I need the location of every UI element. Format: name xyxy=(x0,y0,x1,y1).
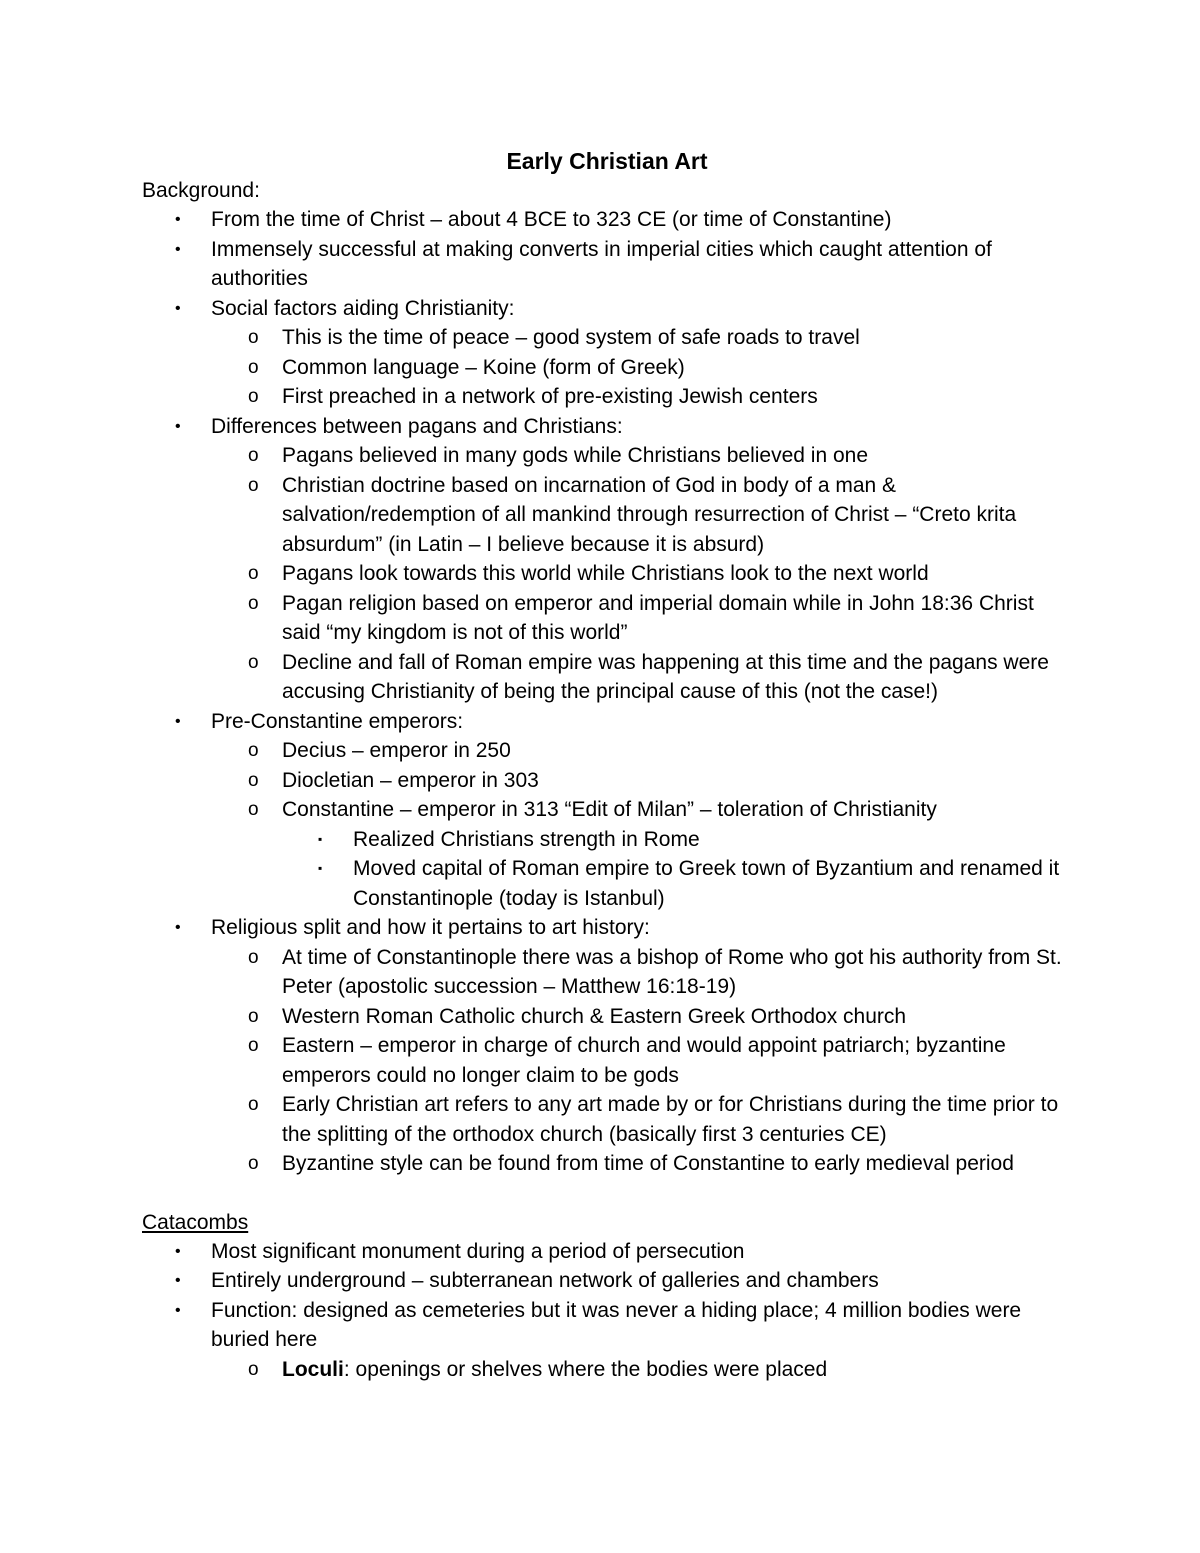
list-item: o Byzantine style can be found from time of Constantine to early medieval period xyxy=(142,1149,1072,1179)
bullet-icon: • xyxy=(175,211,181,228)
list-item: o Diocletian – emperor in 303 xyxy=(142,766,1072,796)
list-item: o Western Roman Catholic church & Eastern Greek Orthodox church xyxy=(142,1002,1072,1032)
circle-bullet-icon: o xyxy=(248,1035,259,1056)
list-item: • Religious split and how it pertains to art history: xyxy=(142,913,1072,943)
bullet-icon: • xyxy=(175,240,181,258)
circle-bullet-icon: o xyxy=(248,1005,259,1027)
list-item: o First preached in a network of pre-existing Jewish centers xyxy=(142,382,1072,412)
bullet-icon: • xyxy=(175,919,181,936)
list-item: • Pre-Constantine emperors: xyxy=(142,707,1072,737)
circle-bullet-icon: o xyxy=(248,1358,259,1380)
list-item: ▪ Realized Christians strength in Rome xyxy=(142,825,1072,855)
circle-bullet-icon: o xyxy=(248,592,259,614)
list-item: • Entirely underground – subterranean network of galleries and chambers xyxy=(142,1266,1072,1296)
list-item: • Immensely successful at making converts in imperial cities which caught attention of authorities xyxy=(142,235,1072,294)
circle-bullet-icon: o xyxy=(248,769,259,791)
circle-bullet-icon: o xyxy=(248,1153,259,1174)
list-item: • From the time of Christ – about 4 BCE to 323 CE (or time of Constantine) xyxy=(142,205,1072,235)
background-heading: Background: xyxy=(142,179,260,202)
circle-bullet-icon: o xyxy=(248,356,259,378)
list-item: • Differences between pagans and Christians: xyxy=(142,412,1072,442)
list-item: ▪ Moved capital of Roman empire to Greek town of Byzantium and renamed it Constantinople (today is Istanbul) xyxy=(142,854,1072,913)
list-item xyxy=(142,1355,1072,1385)
circle-bullet-icon: o xyxy=(248,386,259,407)
catacombs-heading: Catacombs xyxy=(142,1210,249,1234)
list-item: o Eastern – emperor in charge of church and would appoint patriarch; byzantine emperors could no longer claim to be gods xyxy=(142,1031,1072,1090)
bullet-icon: • xyxy=(175,1272,181,1289)
loculi-definition: : openings or shelves where the bodies were placed xyxy=(343,1357,828,1381)
bullet-icon: • xyxy=(175,1301,181,1319)
section-spacer xyxy=(142,1179,1072,1208)
list-item: o Common language – Koine (form of Greek) xyxy=(142,353,1072,383)
background-list xyxy=(142,205,1072,1179)
list-item: o Early Christian art refers to any art made by or for Christians during the time prior to the splitting of the orthodox church (basically first 3 centuries CE) xyxy=(142,1090,1072,1149)
list-item: o Decius – emperor in 250 xyxy=(142,736,1072,766)
circle-bullet-icon: o xyxy=(248,740,259,761)
list-item: o Christian doctrine based on incarnation of God in body of a man & salvation/redemption of all mankind through resurrection of Christ – “Creto krita absurdum” (in Latin – I believe because it is absurd) xyxy=(142,471,1072,560)
catacombs-list xyxy=(142,1237,1072,1385)
list-item: o Constantine – emperor in 313 “Edit of Milan” – toleration of Christianity xyxy=(142,795,1072,825)
list-item: • Social factors aiding Christianity: xyxy=(142,294,1072,324)
list-item: o This is the time of peace – good system of safe roads to travel xyxy=(142,323,1072,353)
circle-bullet-icon: o xyxy=(248,946,259,968)
square-bullet-icon: ▪ xyxy=(318,861,323,875)
list-item: o At time of Constantinople there was a bishop of Rome who got his authority from St. Peter (apostolic succession – Matthew 16:18-19) xyxy=(142,943,1072,1002)
list-item: o Pagans look towards this world while Christians look to the next world xyxy=(142,559,1072,589)
bullet-icon: • xyxy=(175,299,181,317)
circle-bullet-icon: o xyxy=(248,327,259,348)
square-bullet-icon: ▪ xyxy=(318,831,323,846)
list-item: • Most significant monument during a period of persecution xyxy=(142,1237,1072,1267)
bullet-icon: • xyxy=(175,712,181,730)
circle-bullet-icon: o xyxy=(248,799,259,820)
circle-bullet-icon: o xyxy=(248,474,259,496)
circle-bullet-icon: o xyxy=(248,445,259,466)
bullet-icon: • xyxy=(175,1242,181,1260)
list-item: o Decline and fall of Roman empire was happening at this time and the pagans were accusing Christianity of being the principal cause of this (not the case!) xyxy=(142,648,1072,707)
document-body xyxy=(142,146,1072,1384)
bullet-icon: • xyxy=(175,417,181,435)
list-item: • Function: designed as cemeteries but it was never a hiding place; 4 million bodies were buried here xyxy=(142,1296,1072,1355)
list-item: o Pagans believed in many gods while Christians believed in one xyxy=(142,441,1072,471)
list-item: o Pagan religion based on emperor and imperial domain while in John 18:36 Christ said “my kingdom is not of this world” xyxy=(142,589,1072,648)
circle-bullet-icon: o xyxy=(248,563,259,584)
loculi-term: Loculi xyxy=(282,1357,344,1381)
page-title: Early Christian Art xyxy=(506,148,708,174)
circle-bullet-icon: o xyxy=(248,651,259,673)
circle-bullet-icon: o xyxy=(248,1094,259,1115)
